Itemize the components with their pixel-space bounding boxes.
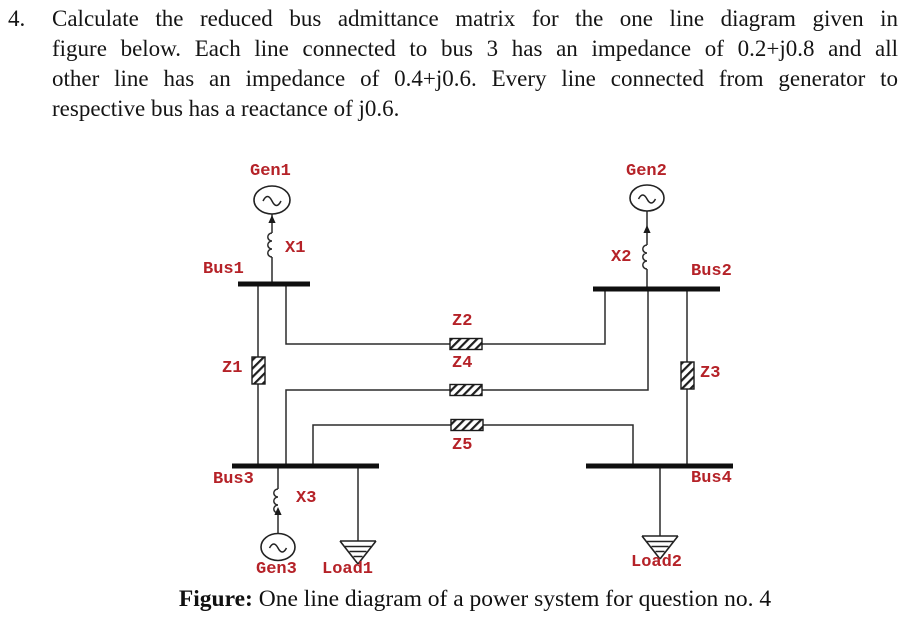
x1-coil [268, 233, 272, 257]
gen1-label: Gen1 [250, 162, 291, 181]
x3-label: X3 [296, 489, 317, 508]
figure-caption [0, 586, 906, 613]
gen2-arrow-icon [643, 225, 650, 233]
z1-label: Z1 [222, 359, 243, 378]
question-line-1: Calculate the reduced bus admittance matrix for the one line diagram given in [52, 6, 898, 31]
gen3-arrow-icon [274, 507, 281, 515]
z4-label: Z4 [452, 354, 473, 373]
gen2-symbol [630, 185, 664, 211]
bus-bars [232, 284, 733, 466]
bus1-label: Bus1 [203, 260, 244, 279]
gen2-label: Gen2 [626, 162, 667, 181]
bus3-label: Bus3 [213, 470, 254, 489]
question-line-3: other line has an impedance of 0.4+j0.6. Every line connected from generator to [52, 66, 898, 91]
x2-label: X2 [611, 248, 632, 267]
gen3-label: Gen3 [256, 560, 297, 579]
question-line-4: respective bus has a reactance of j0.6. [52, 96, 400, 121]
z5-label: Z5 [452, 436, 473, 455]
load2-label: Load2 [631, 553, 683, 572]
x1-label: X1 [285, 239, 306, 258]
impedance-boxes [252, 339, 694, 431]
question-line-2: figure below. Each line connected to bus 3 has an impedance of 0.2+j0.8 and all [52, 36, 898, 61]
load1-label: Load1 [322, 560, 374, 579]
z2-impedance-box [450, 339, 482, 350]
load-symbols [340, 536, 678, 564]
reactance-coils [268, 233, 647, 513]
z1-impedance-box [252, 357, 265, 384]
figure-caption-label: Figure: [178, 586, 253, 612]
bus2-label: Bus2 [691, 262, 732, 281]
question-number: 4. [8, 6, 26, 31]
gen3-symbol [261, 534, 295, 561]
z2-label: Z2 [452, 312, 473, 331]
figure-caption-text: One line diagram of a power system for question no. 4 [252, 586, 772, 612]
x2-coil [643, 245, 647, 269]
line-z2-branch [286, 284, 605, 344]
z3-impedance-box [681, 362, 694, 389]
z5-impedance-box [451, 420, 483, 431]
gen1-arrow-icon [268, 215, 275, 223]
z4-impedance-box [450, 385, 482, 396]
gen1-symbol [254, 186, 290, 214]
bus4-label: Bus4 [691, 469, 732, 488]
z3-label: Z3 [700, 364, 721, 383]
